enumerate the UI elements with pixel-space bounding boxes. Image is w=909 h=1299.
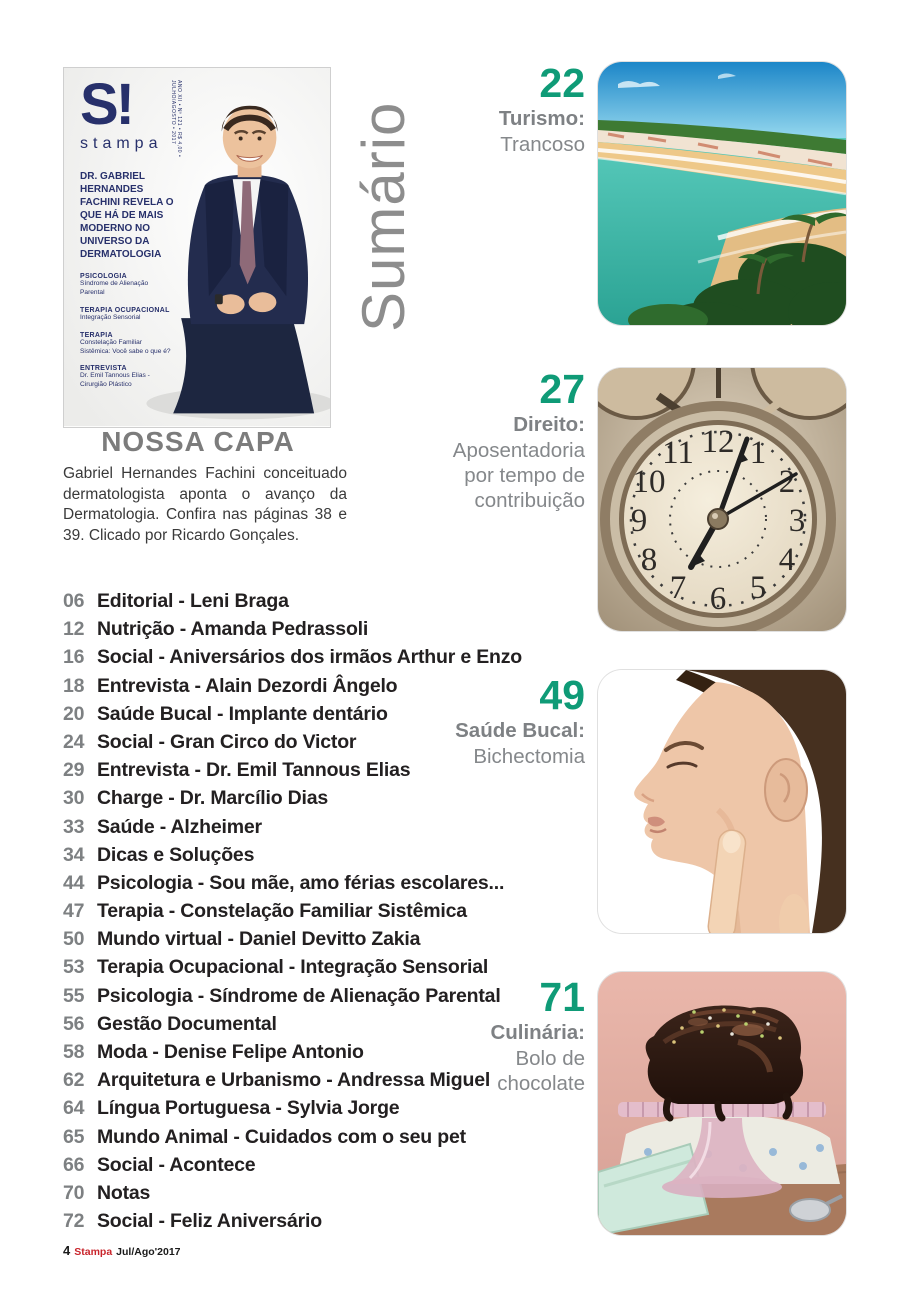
toc-page-number: 20 bbox=[63, 702, 85, 725]
svg-text:2: 2 bbox=[778, 464, 796, 500]
toc-page-number: 55 bbox=[63, 984, 85, 1007]
toc-page-number: 16 bbox=[63, 646, 85, 669]
cover-topic-header: PSICOLOGIA bbox=[80, 273, 127, 280]
feature-subtitle: Trancoso bbox=[500, 132, 585, 156]
face-profile-photo bbox=[598, 670, 846, 933]
toc-item bbox=[63, 900, 493, 928]
toc-page-number: 33 bbox=[63, 815, 85, 838]
cover-headline: DR. GABRIEL HERNANDES FACHINI REVELA O QUE HÁ DE MAIS MODERNO NO UNIVERSO DA DERMATOLOGIA bbox=[80, 171, 174, 260]
toc-page-number: 58 bbox=[63, 1041, 85, 1063]
toc-label: Nutrição - Amanda Pedrassoli bbox=[97, 618, 369, 641]
magazine-cover bbox=[63, 67, 331, 428]
toc-label: Língua Portuguesa - Sylvia Jorge bbox=[97, 1097, 400, 1120]
toc-item bbox=[63, 1097, 493, 1125]
toc-label: Social - Feliz Aniversário bbox=[97, 1210, 322, 1233]
cover-topic-text: Síndrome de Alienação Parental bbox=[80, 280, 149, 296]
toc-label: Notas bbox=[97, 1181, 151, 1204]
toc-item bbox=[63, 1182, 493, 1210]
toc-item bbox=[63, 646, 522, 674]
toc-page-number: 29 bbox=[63, 759, 85, 782]
cover-topic bbox=[80, 273, 172, 298]
nossa-capa-title: NOSSA CAPA bbox=[101, 426, 295, 457]
cover-edition-info: ANO XII • Nº 121 • R$ 4,00 • JULHO/AGOSTO • 2017 bbox=[170, 80, 182, 158]
cover-topic-header: TERAPIA bbox=[80, 331, 113, 339]
footer-magazine-name: Stampa bbox=[74, 1246, 113, 1258]
feature-subtitle: Aposentadoria bbox=[452, 438, 585, 462]
toc-item bbox=[63, 1210, 493, 1238]
footer-issue: Jul/Ago'2017 bbox=[116, 1246, 181, 1258]
toc-item bbox=[63, 844, 493, 872]
toc-label: Entrevista - Dr. Emil Tannous Elias bbox=[97, 759, 411, 782]
stampa-logo-mark: S! bbox=[80, 72, 132, 137]
toc-label: Charge - Dr. Marcílio Dias bbox=[97, 787, 329, 810]
toc-label: Psicologia - Síndrome de Alienação Parental bbox=[97, 984, 501, 1007]
toc-label: Mundo virtual - Daniel Devitto Zakia bbox=[97, 928, 421, 951]
feature-turismo bbox=[385, 60, 585, 157]
cover-topic-text: Dr. Emil Tannous Elias - Cirurgião Plástico bbox=[80, 372, 150, 389]
feature-culinaria bbox=[385, 974, 585, 1096]
svg-text:11: 11 bbox=[662, 435, 694, 471]
feature-page-number: 71 bbox=[539, 974, 585, 1020]
toc-label: Terapia - Constelação Familiar Sistêmica bbox=[97, 900, 467, 923]
feature-subtitle: chocolate bbox=[497, 1071, 585, 1095]
cover-topics bbox=[80, 273, 172, 399]
toc-page-number: 30 bbox=[63, 787, 85, 810]
toc-item bbox=[63, 590, 493, 618]
toc-page-number: 56 bbox=[63, 1012, 85, 1035]
toc-page-number: 72 bbox=[63, 1210, 85, 1233]
toc-label: Dicas e Soluções bbox=[97, 843, 255, 866]
svg-text:5: 5 bbox=[749, 570, 767, 606]
feature-title: Direito: bbox=[513, 412, 585, 436]
cover-topic-text: Integração Sensorial bbox=[80, 313, 141, 321]
cover-topic bbox=[80, 332, 172, 357]
toc-page-number: 18 bbox=[63, 674, 85, 697]
toc-item bbox=[63, 1154, 493, 1182]
toc-page-number: 34 bbox=[63, 843, 85, 866]
toc-label: Social - Gran Circo do Victor bbox=[97, 730, 357, 753]
stampa-logo bbox=[80, 72, 163, 152]
feature-direito bbox=[385, 366, 585, 513]
toc-item bbox=[63, 928, 493, 956]
feature-page-number: 49 bbox=[539, 672, 585, 718]
toc-label: Social - Aniversários dos irmãos Arthur e Enzo bbox=[97, 646, 522, 669]
svg-text:9: 9 bbox=[630, 503, 648, 539]
feature-page-number: 22 bbox=[539, 60, 585, 106]
cover-topic-header: ENTREVISTA bbox=[80, 365, 127, 373]
feature-subtitle: Bichectomia bbox=[473, 744, 585, 768]
toc-page-number: 47 bbox=[63, 900, 85, 923]
toc-page-number: 44 bbox=[63, 871, 85, 894]
toc-label: Moda - Denise Felipe Antonio bbox=[97, 1041, 364, 1063]
alarm-clock-photo bbox=[598, 368, 846, 631]
feature-saude-bucal bbox=[385, 672, 585, 769]
feature-subtitle: por tempo de bbox=[464, 463, 585, 487]
feature-title: Saúde Bucal: bbox=[455, 718, 585, 742]
toc-label: Gestão Documental bbox=[97, 1012, 277, 1035]
nossa-capa-description: Gabriel Hernandes Fachini conceituado dermatologista aponta o avanço da Dermatologia. Confira nas páginas 38 e 39. Clicado por Ricardo Gonçales. bbox=[63, 465, 347, 544]
toc-page-number: 53 bbox=[63, 956, 85, 979]
svg-text:7: 7 bbox=[669, 570, 687, 606]
feature-subtitle: contribuição bbox=[474, 488, 585, 512]
toc-label: Saúde - Alzheimer bbox=[97, 815, 262, 838]
stampa-logo-word: stampa bbox=[80, 135, 163, 152]
page-title: Sumário bbox=[350, 101, 417, 332]
toc-label: Social - Acontece bbox=[97, 1153, 256, 1176]
toc-item bbox=[63, 787, 493, 815]
feature-page-number: 27 bbox=[539, 366, 585, 412]
chocolate-cake-photo bbox=[598, 972, 846, 1235]
toc-item bbox=[63, 816, 493, 844]
footer-page-number: 4 bbox=[63, 1243, 71, 1258]
toc-label: Arquitetura e Urbanismo - Andressa Miguel bbox=[97, 1069, 491, 1092]
beach-trancoso-photo bbox=[598, 62, 846, 325]
feature-title: Culinária: bbox=[490, 1020, 585, 1044]
toc-page-number: 06 bbox=[63, 590, 85, 612]
feature-subtitle: Bolo de bbox=[515, 1046, 585, 1070]
svg-text:12: 12 bbox=[701, 424, 735, 460]
feature-title: Turismo: bbox=[498, 106, 585, 130]
svg-text:10: 10 bbox=[632, 464, 666, 500]
svg-text:8: 8 bbox=[640, 542, 658, 578]
page-footer bbox=[63, 1243, 181, 1258]
toc-page-number: 64 bbox=[63, 1097, 85, 1120]
toc-item bbox=[63, 871, 505, 900]
toc-page-number: 50 bbox=[63, 928, 85, 951]
cover-topic bbox=[80, 365, 172, 390]
toc-item bbox=[63, 1126, 493, 1154]
toc-page-number: 66 bbox=[63, 1153, 85, 1176]
toc-page-number: 65 bbox=[63, 1125, 85, 1148]
cover-topic-text: Constelação Familiar Sistêmica: Você sabe o que é? bbox=[80, 338, 171, 355]
cover-topic bbox=[80, 307, 172, 323]
cover-topic-header: TERAPIA OCUPACIONAL bbox=[80, 306, 170, 314]
toc-page-number: 62 bbox=[63, 1069, 85, 1092]
toc-label: Mundo Animal - Cuidados com o seu pet bbox=[97, 1125, 466, 1148]
toc-label: Psicologia - Sou mãe, amo férias escolares... bbox=[97, 871, 505, 894]
toc-label: Saúde Bucal - Implante dentário bbox=[97, 702, 388, 725]
toc-page-number: 70 bbox=[63, 1181, 85, 1204]
toc-label: Terapia Ocupacional - Integração Sensorial bbox=[97, 956, 489, 979]
toc-page-number: 12 bbox=[63, 618, 85, 641]
svg-text:6: 6 bbox=[709, 581, 727, 617]
svg-text:4: 4 bbox=[778, 542, 796, 578]
svg-text:3: 3 bbox=[788, 503, 806, 539]
toc-item bbox=[63, 618, 493, 646]
toc-label: Entrevista - Alain Dezordi Ângelo bbox=[97, 674, 398, 697]
toc-page-number: 24 bbox=[63, 730, 85, 753]
toc-label: Editorial - Leni Braga bbox=[97, 590, 289, 612]
svg-text:1: 1 bbox=[749, 435, 767, 471]
